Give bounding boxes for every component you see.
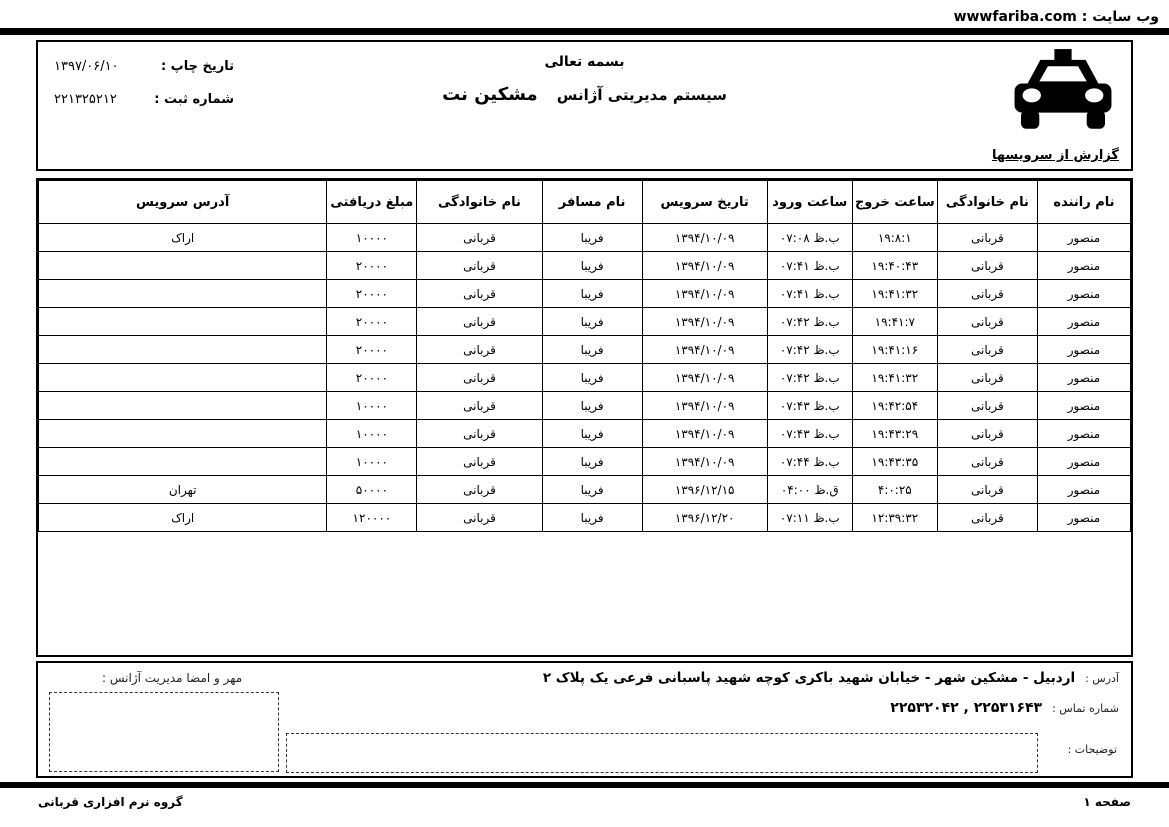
cell-exit_time: ۱۹:۴۳:۳۵ <box>852 448 937 476</box>
cell-exit_time: ۱۹:۴۱:۳۲ <box>852 364 937 392</box>
table-row <box>39 224 1131 252</box>
cell-service_date: ۱۳۹۴/۱۰/۰۹ <box>642 252 767 280</box>
cell-service_address <box>39 280 327 308</box>
cell-passenger_family: قربانی <box>417 224 542 252</box>
cell-amount: ۲۰۰۰۰ <box>327 252 417 280</box>
table-row <box>39 252 1131 280</box>
services-report-link[interactable]: گزارش از سرویسها <box>991 148 1119 163</box>
column-header-service_address: آدرس سرویس <box>39 181 327 224</box>
cell-driver_family: قربانی <box>937 504 1037 532</box>
address-line <box>543 670 1119 686</box>
system-title: سیستم مدیریتی آژانس <box>556 86 727 104</box>
column-header-exit_time: ساعت خروج <box>852 181 937 224</box>
cell-driver_name: منصور <box>1037 280 1130 308</box>
cell-amount: ۱۰۰۰۰ <box>327 448 417 476</box>
report-footer-box <box>36 661 1133 778</box>
cell-driver_name: منصور <box>1037 448 1130 476</box>
agency-name: مشکین نت <box>442 84 538 105</box>
cell-service_date: ۱۳۹۶/۱۲/۱۵ <box>642 476 767 504</box>
register-no-label: شماره ثبت : <box>154 92 234 107</box>
cell-amount: ۲۰۰۰۰ <box>327 308 417 336</box>
cell-service_address <box>39 392 327 420</box>
column-header-amount: مبلغ دریافتی <box>327 181 417 224</box>
cell-exit_time: ۱۹:۴۱:۷ <box>852 308 937 336</box>
cell-driver_family: قربانی <box>937 280 1037 308</box>
cell-exit_time: ۱۲:۳۹:۳۲ <box>852 504 937 532</box>
column-header-passenger_family: نام خانوادگی <box>417 181 542 224</box>
cell-amount: ۲۰۰۰۰ <box>327 336 417 364</box>
cell-driver_family: قربانی <box>937 476 1037 504</box>
table-row <box>39 336 1131 364</box>
address-label: آدرس : <box>1085 672 1119 685</box>
table-row <box>39 476 1131 504</box>
cell-driver_family: قربانی <box>937 252 1037 280</box>
table-header-row <box>39 181 1131 224</box>
cell-driver_name: منصور <box>1037 336 1130 364</box>
address-value: اردبیل - مشکین شهر - خیابان شهید باکری کوچه شهید پاسبانی فرعی یک پلاک ۲ <box>542 670 1076 686</box>
taxi-icon <box>1009 48 1117 132</box>
cell-service_address <box>39 308 327 336</box>
software-credit: گروه نرم افزاری قربانی <box>38 795 183 809</box>
top-divider-bar <box>0 28 1169 35</box>
cell-driver_name: منصور <box>1037 308 1130 336</box>
cell-amount: ۲۰۰۰۰ <box>327 364 417 392</box>
services-table <box>38 180 1131 532</box>
cell-passenger_family: قربانی <box>417 476 542 504</box>
cell-service_date: ۱۳۹۶/۱۲/۲۰ <box>642 504 767 532</box>
bismillah-text: بسمه تعالی <box>544 54 625 70</box>
cell-service_date: ۱۳۹۴/۱۰/۰۹ <box>642 392 767 420</box>
cell-amount: ۱۰۰۰۰ <box>327 224 417 252</box>
top-bar <box>0 0 1169 28</box>
cell-passenger_family: قربانی <box>417 420 542 448</box>
cell-entry_time: ب.ظ ۰۷:۴۲ <box>767 308 852 336</box>
cell-driver_name: منصور <box>1037 364 1130 392</box>
cell-service_date: ۱۳۹۴/۱۰/۰۹ <box>642 420 767 448</box>
cell-passenger_family: قربانی <box>417 252 542 280</box>
bottom-bar <box>0 788 1169 814</box>
cell-entry_time: ق.ظ ۰۴:۰۰ <box>767 476 852 504</box>
cell-passenger_family: قربانی <box>417 308 542 336</box>
print-date-label: تاریخ چاپ : <box>160 59 234 74</box>
cell-entry_time: ب.ظ ۰۷:۴۴ <box>767 448 852 476</box>
cell-amount: ۱۰۰۰۰ <box>327 420 417 448</box>
cell-driver_name: منصور <box>1037 392 1130 420</box>
cell-passenger_family: قربانی <box>417 364 542 392</box>
cell-service_address: اراک <box>39 504 327 532</box>
cell-passenger_name: فریبا <box>542 252 642 280</box>
cell-passenger_family: قربانی <box>417 504 542 532</box>
phone-label: شماره تماس : <box>1052 702 1119 715</box>
cell-service_date: ۱۳۹۴/۱۰/۰۹ <box>642 280 767 308</box>
cell-passenger_name: فریبا <box>542 364 642 392</box>
notes-label: توضیحات : <box>1067 743 1117 756</box>
cell-passenger_name: فریبا <box>542 476 642 504</box>
table-row <box>39 448 1131 476</box>
cell-exit_time: ۱۹:۴۱:۱۶ <box>852 336 937 364</box>
page-number: صفحه ۱ <box>1083 795 1131 809</box>
phone-value: ۲۲۵۳۱۶۴۳ , ۲۲۵۳۲۰۴۲ <box>890 700 1043 716</box>
cell-exit_time: ۴:۰:۲۵ <box>852 476 937 504</box>
services-table-box <box>36 178 1133 657</box>
stamp-label: مهر و امضا مدیریت آژانس : <box>102 671 243 685</box>
phone-line <box>890 700 1119 716</box>
cell-exit_time: ۱۹:۸:۱ <box>852 224 937 252</box>
cell-driver_family: قربانی <box>937 420 1037 448</box>
website-text: وب سایت : wwwfariba.com <box>953 9 1159 25</box>
cell-entry_time: ب.ظ ۰۷:۱۱ <box>767 504 852 532</box>
cell-driver_family: قربانی <box>937 392 1037 420</box>
system-title-line <box>38 84 1131 105</box>
cell-passenger_name: فریبا <box>542 448 642 476</box>
cell-passenger_family: قربانی <box>417 336 542 364</box>
cell-service_address <box>39 336 327 364</box>
cell-service_address <box>39 252 327 280</box>
table-body <box>39 224 1131 532</box>
cell-driver_name: منصور <box>1037 420 1130 448</box>
cell-passenger_name: فریبا <box>542 392 642 420</box>
cell-entry_time: ب.ظ ۰۷:۴۱ <box>767 252 852 280</box>
column-header-entry_time: ساعت ورود <box>767 181 852 224</box>
cell-driver_name: منصور <box>1037 476 1130 504</box>
cell-service_date: ۱۳۹۴/۱۰/۰۹ <box>642 336 767 364</box>
cell-exit_time: ۱۹:۴۲:۵۴ <box>852 392 937 420</box>
cell-driver_family: قربانی <box>937 336 1037 364</box>
cell-passenger_name: فریبا <box>542 336 642 364</box>
cell-service_address <box>39 364 327 392</box>
cell-amount: ۲۰۰۰۰ <box>327 280 417 308</box>
cell-entry_time: ب.ظ ۰۷:۰۸ <box>767 224 852 252</box>
column-header-driver_name: نام راننده <box>1037 181 1130 224</box>
cell-driver_name: منصور <box>1037 224 1130 252</box>
print-date-value: ۱۳۹۷/۰۶/۱۰ <box>54 59 119 74</box>
cell-entry_time: ب.ظ ۰۷:۴۳ <box>767 420 852 448</box>
cell-exit_time: ۱۹:۴۱:۳۲ <box>852 280 937 308</box>
cell-passenger_name: فریبا <box>542 420 642 448</box>
cell-driver_family: قربانی <box>937 364 1037 392</box>
cell-exit_time: ۱۹:۴۳:۲۹ <box>852 420 937 448</box>
cell-service_date: ۱۳۹۴/۱۰/۰۹ <box>642 308 767 336</box>
cell-passenger_family: قربانی <box>417 280 542 308</box>
cell-service_date: ۱۳۹۴/۱۰/۰۹ <box>642 364 767 392</box>
cell-entry_time: ب.ظ ۰۷:۴۲ <box>767 336 852 364</box>
cell-amount: ۵۰۰۰۰ <box>327 476 417 504</box>
cell-amount: ۱۰۰۰۰ <box>327 392 417 420</box>
cell-service_address <box>39 448 327 476</box>
table-row <box>39 364 1131 392</box>
table-row <box>39 280 1131 308</box>
cell-driver_family: قربانی <box>937 308 1037 336</box>
table-row <box>39 308 1131 336</box>
cell-passenger_name: فریبا <box>542 280 642 308</box>
cell-passenger_family: قربانی <box>417 448 542 476</box>
cell-entry_time: ب.ظ ۰۷:۴۲ <box>767 364 852 392</box>
stamp-field <box>49 692 279 772</box>
cell-driver_family: قربانی <box>937 224 1037 252</box>
column-header-passenger_name: نام مسافر <box>542 181 642 224</box>
cell-amount: ۱۲۰۰۰۰ <box>327 504 417 532</box>
cell-passenger_name: فریبا <box>542 308 642 336</box>
cell-service_address: اراک <box>39 224 327 252</box>
notes-field <box>286 733 1038 773</box>
register-no-value: ۲۲۱۳۲۵۲۱۲ <box>54 92 117 107</box>
cell-driver_name: منصور <box>1037 504 1130 532</box>
cell-passenger_family: قربانی <box>417 392 542 420</box>
cell-service_address <box>39 420 327 448</box>
cell-service_date: ۱۳۹۴/۱۰/۰۹ <box>642 224 767 252</box>
cell-entry_time: ب.ظ ۰۷:۴۳ <box>767 392 852 420</box>
cell-passenger_name: فریبا <box>542 504 642 532</box>
cell-driver_name: منصور <box>1037 252 1130 280</box>
table-row <box>39 504 1131 532</box>
table-row <box>39 420 1131 448</box>
column-header-driver_family: نام خانوادگی <box>937 181 1037 224</box>
cell-service_date: ۱۳۹۴/۱۰/۰۹ <box>642 448 767 476</box>
cell-entry_time: ب.ظ ۰۷:۴۱ <box>767 280 852 308</box>
column-header-service_date: تاریخ سرویس <box>642 181 767 224</box>
report-header-box <box>36 40 1133 171</box>
table-row <box>39 392 1131 420</box>
cell-driver_family: قربانی <box>937 448 1037 476</box>
cell-exit_time: ۱۹:۴۰:۴۳ <box>852 252 937 280</box>
cell-service_address: تهران <box>39 476 327 504</box>
cell-passenger_name: فریبا <box>542 224 642 252</box>
